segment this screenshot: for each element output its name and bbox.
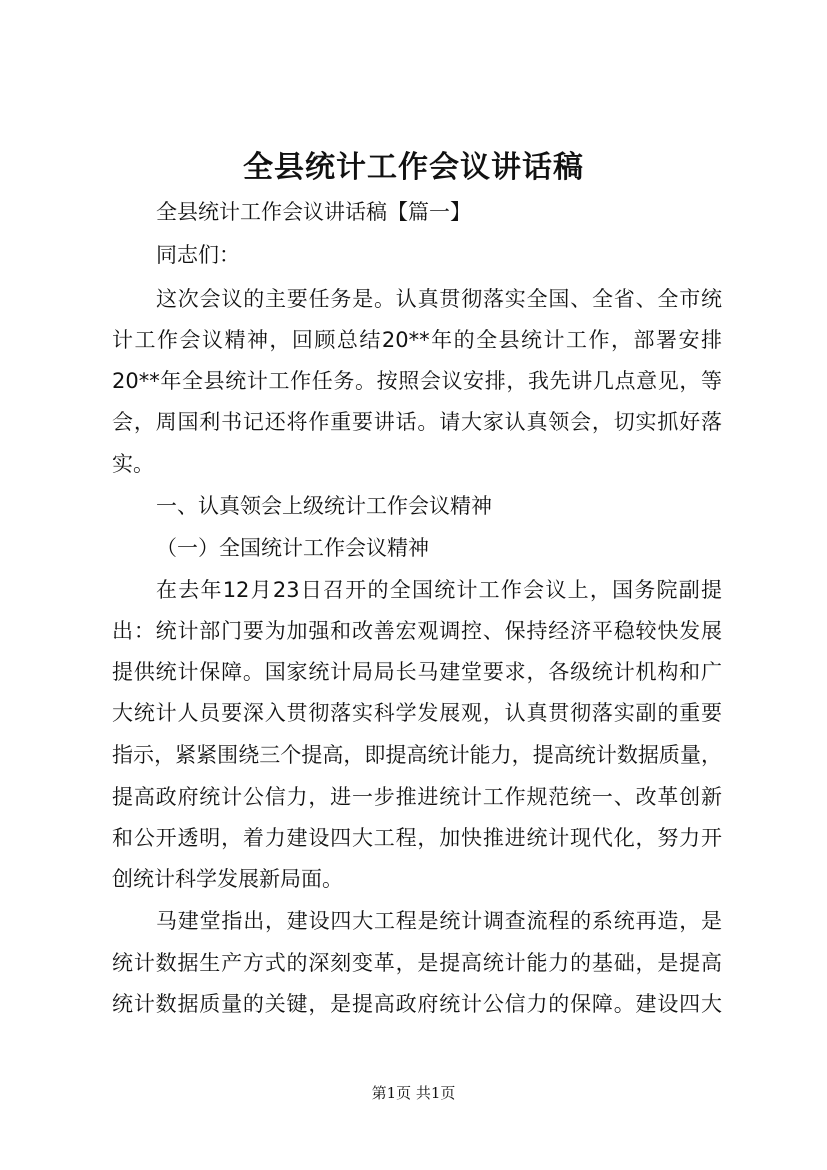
salutation: 同志们： [156, 243, 240, 267]
paragraph-line: 指示，紧紧围绕三个提高，即提高统计能力，提高统计数据质量， [112, 743, 722, 767]
paragraph-line: 统计数据质量的关键，是提高政府统计公信力的保障。建设四大 [112, 992, 722, 1016]
paragraph-line: 创统计科学发展新局面。 [112, 867, 343, 891]
paragraph-line: 在去年12月23日召开的全国统计工作会议上，国务院副提 [156, 578, 722, 602]
document-subtitle: 全县统计工作会议讲话稿【篇一】 [156, 200, 471, 224]
paragraph-line: 实。 [112, 452, 154, 476]
paragraph-line: 统计数据生产方式的深刻变革，是提高统计能力的基础，是提高 [112, 951, 722, 975]
paragraph-line: 和公开透明，着力建设四大工程，加快推进统计现代化，努力开 [112, 826, 722, 850]
paragraph-line: 20**年全县统计工作任务。按照会议安排，我先讲几点意见，等 [112, 369, 722, 393]
paragraph-line: 出：统计部门要为加强和改善宏观调控、保持经济平稳较快发展 [112, 619, 722, 643]
subsection-heading: （一）全国统计工作会议精神 [156, 536, 429, 560]
paragraph-line: 会，周国利书记还将作重要讲话。请大家认真领会，切实抓好落 [112, 410, 722, 434]
section-heading: 一、认真领会上级统计工作会议精神 [156, 494, 492, 518]
paragraph-line: 计工作会议精神，回顾总结20**年的全县统计工作，部署安排 [112, 328, 722, 352]
page-footer: 第1页 共1页 [371, 1084, 456, 1102]
paragraph-line: 大统计人员要深入贯彻落实科学发展观，认真贯彻落实副的重要 [112, 701, 722, 725]
paragraph-line: 提供统计保障。国家统计局局长马建堂要求，各级统计机构和广 [112, 660, 722, 684]
paragraph-line: 马建堂指出，建设四大工程是统计调查流程的系统再造，是 [156, 909, 722, 933]
document-title: 全县统计工作会议讲话稿 [243, 150, 584, 185]
paragraph-line: 提高政府统计公信力，进一步推进统计工作规范统一、改革创新 [112, 785, 722, 809]
paragraph-line: 这次会议的主要任务是。认真贯彻落实全国、全省、全市统 [156, 287, 722, 311]
